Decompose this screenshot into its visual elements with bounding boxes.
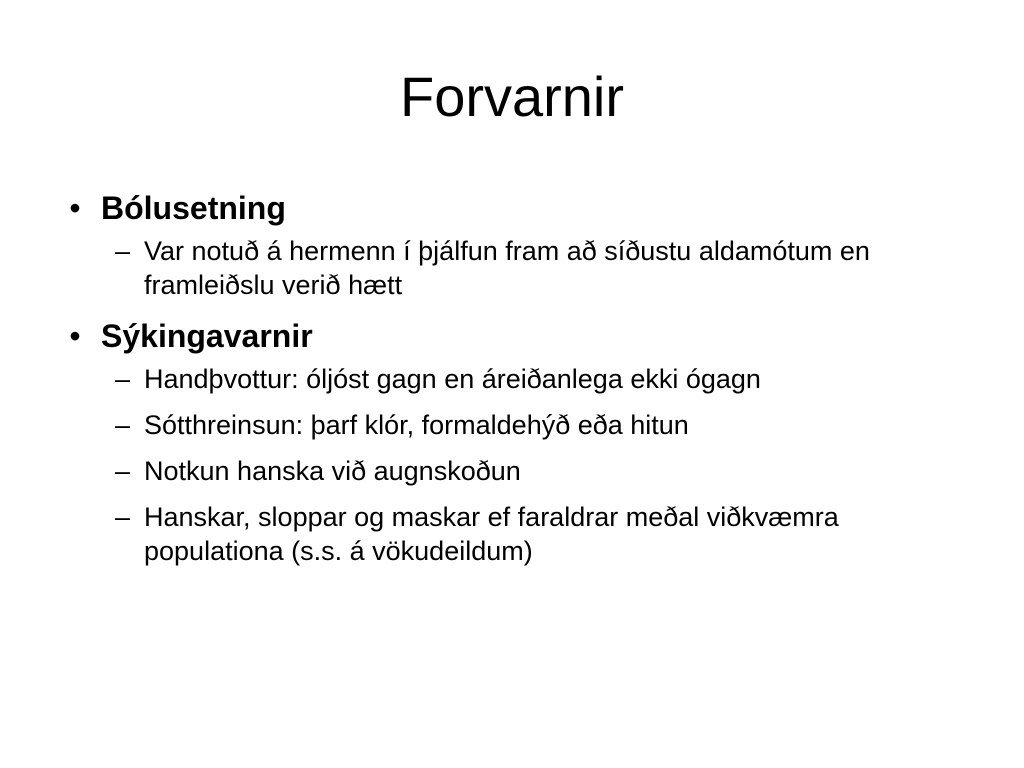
dash-icon: – (115, 364, 131, 394)
sub-bullet-text: Handþvottur: óljóst gagn en áreiðanlega ekki ógagn (144, 364, 761, 394)
dash-icon: – (115, 236, 131, 266)
sub-bullet-text: Hanskar, sloppar og maskar ef faraldrar meðal viðkvæmra populationa (s.s. á vökudeildum) (144, 502, 839, 566)
bullet-item-bolusetning (60, 186, 960, 302)
sub-bullet-list (101, 234, 960, 302)
sub-bullet-item (101, 454, 960, 488)
bullet-label: Sýkingavarnir (101, 318, 313, 354)
bullet-icon: • (69, 190, 81, 226)
sub-bullet-list (101, 362, 960, 568)
sub-bullet-item (101, 234, 960, 302)
sub-bullet-item (101, 500, 960, 568)
sub-bullet-text: Var notuð á hermenn í þjálfun fram að síðustu aldamótum en framleiðslu verið hætt (144, 236, 870, 300)
dash-icon: – (115, 502, 131, 532)
sub-bullet-text: Notkun hanska við augnskoðun (144, 456, 521, 486)
bullet-list (60, 186, 960, 568)
dash-icon: – (115, 410, 131, 440)
bullet-label: Bólusetning (101, 190, 286, 226)
slide-title: Forvarnir (399, 65, 625, 128)
sub-bullet-item (101, 408, 960, 442)
dash-icon: – (115, 456, 131, 486)
sub-bullet-text: Sótthreinsun: þarf klór, formaldehýð eða hitun (144, 410, 689, 440)
bullet-icon: • (69, 318, 81, 354)
sub-bullet-item (101, 362, 960, 396)
bullet-item-sykingavarnir (60, 314, 960, 568)
